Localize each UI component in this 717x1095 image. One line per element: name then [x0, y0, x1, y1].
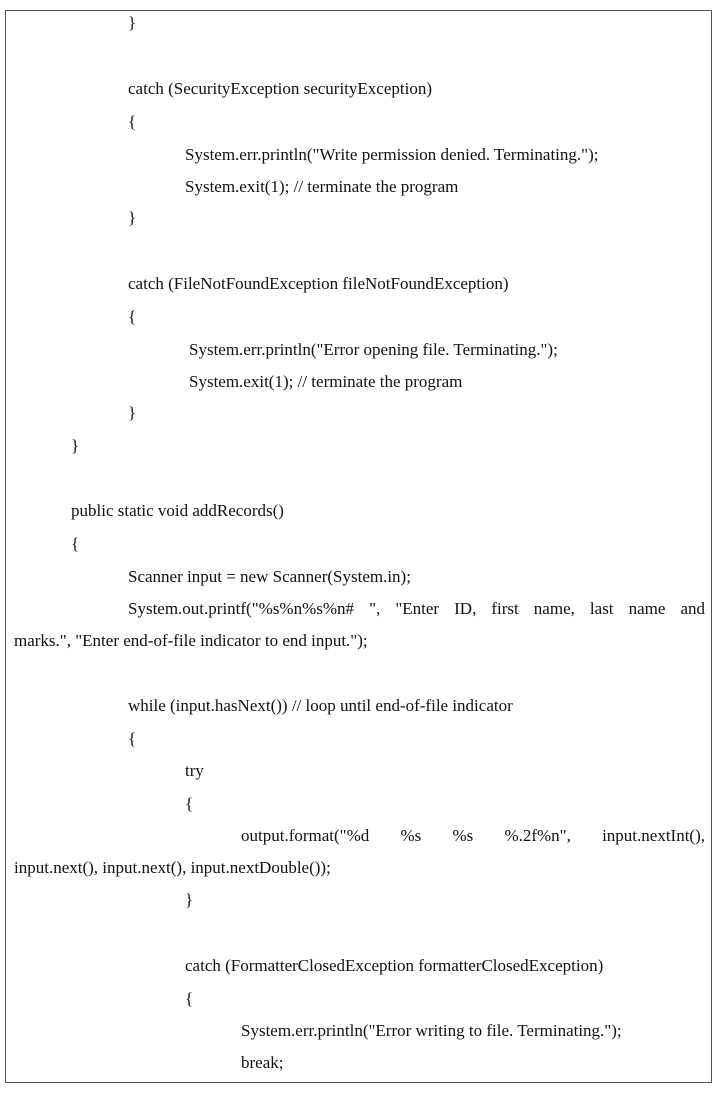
- code-line: {: [71, 534, 80, 553]
- code-line: {: [128, 729, 137, 748]
- code-line: System.err.println("Write permission denied. Terminating.");: [185, 145, 599, 164]
- code-line: System.exit(1); // terminate the program: [185, 177, 459, 196]
- code-line: catch (FormatterClosedException formatterClosedException): [185, 956, 604, 975]
- code-line: System.err.println("Error writing to file. Terminating.");: [241, 1021, 622, 1040]
- code-line: {: [185, 989, 194, 1008]
- code-line: {: [128, 307, 137, 326]
- code-line: input.next(), input.next(), input.nextDouble());: [14, 858, 331, 877]
- code-line: {: [185, 794, 194, 813]
- code-line: }: [128, 13, 137, 32]
- code-line: }: [185, 890, 194, 909]
- code-line: System.out.printf("%s%n%s%n# ", "Enter ID, first name, last name and: [128, 599, 705, 618]
- code-line: catch (FileNotFoundException fileNotFoundException): [128, 274, 509, 293]
- code-line: try: [185, 761, 204, 780]
- code-line: Scanner input = new Scanner(System.in);: [128, 567, 411, 586]
- code-line: }: [128, 208, 137, 227]
- code-line: output.format("%d %s %s %.2f%n", input.nextInt(),: [241, 826, 705, 845]
- code-line: while (input.hasNext()) // loop until end-of-file indicator: [128, 696, 513, 715]
- code-line: catch (SecurityException securityException): [128, 79, 432, 98]
- code-line: }: [71, 436, 80, 455]
- code-line: }: [128, 403, 137, 422]
- code-line: System.exit(1); // terminate the program: [189, 372, 463, 391]
- code-line: marks.", "Enter end-of-file indicator to end input.");: [14, 631, 368, 650]
- code-line: break;: [241, 1053, 284, 1072]
- code-line: public static void addRecords(): [71, 501, 284, 520]
- code-line: {: [128, 112, 137, 131]
- code-line: System.err.println("Error opening file. Terminating.");: [189, 340, 558, 359]
- code-frame: [5, 10, 712, 1083]
